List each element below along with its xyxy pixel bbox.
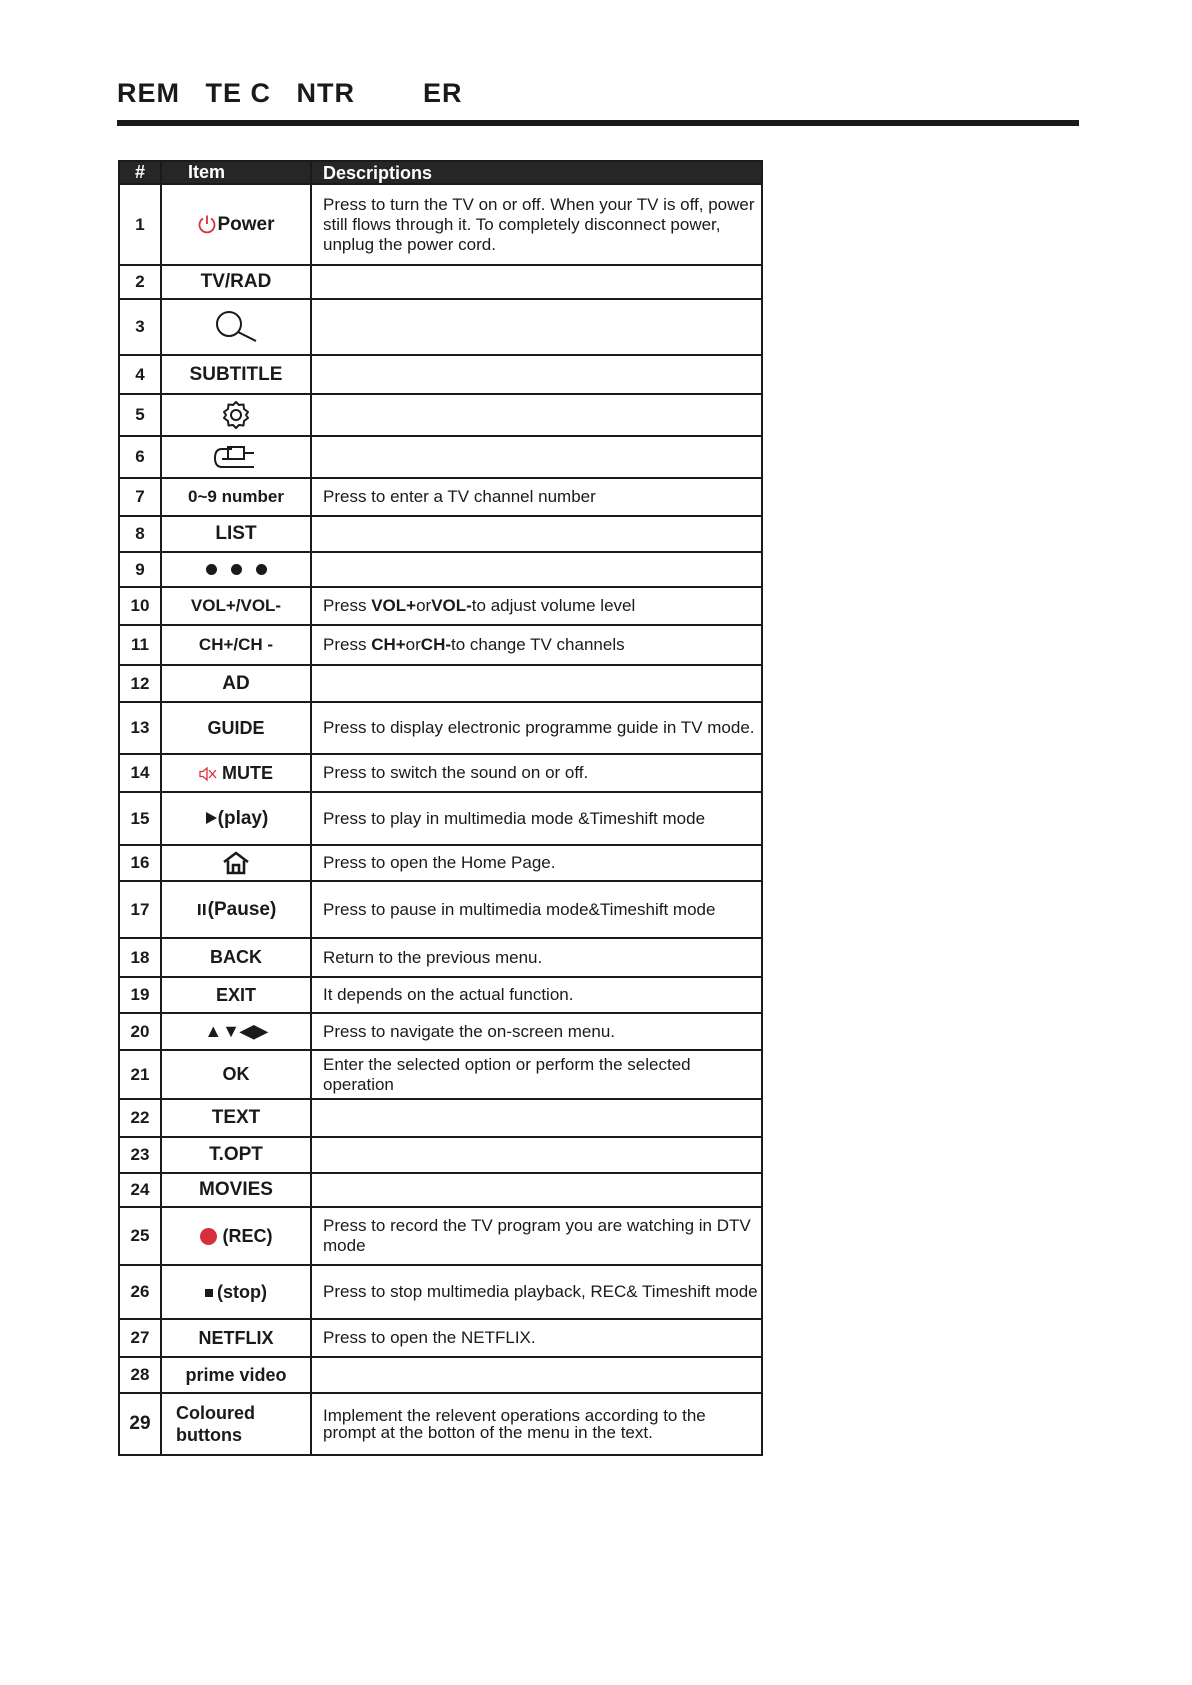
row-num: 17 [119, 881, 161, 938]
row-desc [311, 1099, 762, 1137]
row-num: 13 [119, 702, 161, 754]
table-row [119, 1207, 762, 1265]
table-row [119, 1050, 762, 1099]
gear-icon [220, 399, 252, 431]
row-desc: Implement the relevent operations according to the prompt at the botton of the menu in the text. [311, 1393, 762, 1455]
desc-part: or [405, 635, 421, 654]
heading-rule [117, 120, 1079, 126]
table-row [119, 938, 762, 977]
row-num: 1 [119, 184, 161, 265]
row-item [161, 478, 311, 516]
table-row [119, 1099, 762, 1137]
row-item: MOVIES [161, 1173, 311, 1207]
input-source-icon [212, 443, 260, 471]
row-item [161, 436, 311, 478]
row-desc [311, 265, 762, 299]
table-row [119, 587, 762, 625]
row-item: BACK [161, 938, 311, 977]
arrow-keys-icon: ▲▼◀▶ [161, 1013, 311, 1050]
row-desc: Press to switch the sound on or off. [311, 754, 762, 792]
header-desc: Descriptions [311, 161, 762, 184]
table-row [119, 1319, 762, 1357]
row-desc: Press to navigate the on-screen menu. [311, 1013, 762, 1050]
table-row [119, 977, 762, 1013]
row-num: 15 [119, 792, 161, 845]
row-item: TEXT [161, 1099, 311, 1137]
row-num: 9 [119, 552, 161, 587]
row-num: 19 [119, 977, 161, 1013]
row-desc [311, 625, 762, 665]
table-row [119, 665, 762, 702]
row-item: LIST [161, 516, 311, 552]
row-desc: It depends on the actual function. [311, 977, 762, 1013]
row-num: 29 [119, 1393, 161, 1455]
row-item [161, 881, 311, 938]
row-desc: Press to turn the TV on or off. When your TV is off, power still flows through it. To completely disconnect power, unplug the power cord. [311, 184, 762, 265]
table-row [119, 1393, 762, 1455]
row-item-label: (REC) [222, 1225, 273, 1246]
row-num: 3 [119, 299, 161, 355]
row-item [161, 1207, 311, 1265]
row-desc [311, 355, 762, 394]
desc-part: to adjust volume level [471, 596, 636, 615]
row-num: 24 [119, 1173, 161, 1207]
row-num: 2 [119, 265, 161, 299]
row-item-label: (stop) [217, 1281, 267, 1302]
search-icon [210, 309, 262, 345]
table-row [119, 625, 762, 665]
row-item: OK [161, 1050, 311, 1099]
row-desc: Press to enter a TV channel number [311, 478, 762, 516]
row-desc: Enter the selected option or perform the selected operation [311, 1050, 762, 1099]
row-item: GUIDE [161, 702, 311, 754]
table-row [119, 1265, 762, 1319]
row-item-label: MUTE [222, 762, 273, 783]
row-num: 23 [119, 1137, 161, 1173]
row-desc [311, 1137, 762, 1173]
desc-part: VOL- [431, 596, 472, 615]
three-dots-icon [161, 552, 311, 587]
record-icon [200, 1228, 217, 1245]
power-icon [197, 214, 217, 234]
row-item: SUBTITLE [161, 355, 311, 394]
row-item: T.OPT [161, 1137, 311, 1173]
row-item: EXIT [161, 977, 311, 1013]
row-desc: Press to play in multimedia mode &Timeshift mode [311, 792, 762, 845]
row-num: 8 [119, 516, 161, 552]
row-item [161, 394, 311, 436]
table-row [119, 478, 762, 516]
mute-icon [199, 766, 217, 782]
table-row [119, 754, 762, 792]
table-header-row [119, 161, 762, 184]
row-num: 22 [119, 1099, 161, 1137]
row-desc: Press to record the TV program you are watching in DTV mode [311, 1207, 762, 1265]
table-row [119, 792, 762, 845]
desc-part: Press [323, 596, 372, 615]
header-num: # [119, 161, 161, 184]
row-num: 18 [119, 938, 161, 977]
table-row [119, 299, 762, 355]
row-num: 20 [119, 1013, 161, 1050]
row-num: 5 [119, 394, 161, 436]
row-desc [311, 552, 762, 587]
row-desc [311, 1357, 762, 1393]
row-num: 12 [119, 665, 161, 702]
table-row [119, 702, 762, 754]
row-desc [311, 665, 762, 702]
row-item-label: Power [217, 213, 275, 235]
page-heading: REM TE C NTR ER [117, 78, 463, 108]
remote-control-table [118, 160, 763, 1456]
pause-icon [196, 902, 208, 916]
row-item [161, 1265, 311, 1319]
row-item: Coloured buttons [161, 1393, 311, 1455]
row-num: 28 [119, 1357, 161, 1393]
row-num: 6 [119, 436, 161, 478]
home-icon [222, 851, 250, 875]
row-item: CH+/CH - [161, 625, 311, 665]
row-desc [311, 299, 762, 355]
row-item: prime video [161, 1357, 311, 1393]
row-item: VOL+/VOL- [161, 587, 311, 625]
row-num: 7 [119, 478, 161, 516]
row-num: 25 [119, 1207, 161, 1265]
row-num: 14 [119, 754, 161, 792]
row-desc: Press to open the Home Page. [311, 845, 762, 881]
table-row [119, 355, 762, 394]
row-desc: Press to stop multimedia playback, REC& Timeshift mode [311, 1265, 762, 1319]
table-row [119, 1357, 762, 1393]
row-item-label: (Pause) [207, 898, 277, 920]
row-desc [311, 394, 762, 436]
row-num: 4 [119, 355, 161, 394]
row-item [161, 184, 311, 265]
row-item-label-a: 0~9 [188, 487, 217, 506]
table-row [119, 845, 762, 881]
table-row [119, 436, 762, 478]
row-desc: Press to pause in multimedia mode&Timeshift mode [311, 881, 762, 938]
row-num: 21 [119, 1050, 161, 1099]
row-desc [311, 587, 762, 625]
row-item [161, 754, 311, 792]
row-num: 16 [119, 845, 161, 881]
row-item-label: (play) [217, 807, 269, 829]
row-item [161, 792, 311, 845]
row-item-label: number [221, 487, 284, 506]
desc-part: or [416, 596, 432, 615]
row-item: NETFLIX [161, 1319, 311, 1357]
row-num: 10 [119, 587, 161, 625]
row-desc [311, 436, 762, 478]
row-desc: Return to the previous menu. [311, 938, 762, 977]
row-desc: Press to open the NETFLIX. [311, 1319, 762, 1357]
row-desc [311, 516, 762, 552]
table-row [119, 394, 762, 436]
table-row [119, 265, 762, 299]
row-item: TV/RAD [161, 265, 311, 299]
desc-part: CH+ [371, 635, 406, 654]
table-row [119, 1013, 762, 1050]
play-icon [204, 811, 218, 825]
desc-part: to change TV channels [451, 635, 625, 654]
row-num: 26 [119, 1265, 161, 1319]
table-row [119, 881, 762, 938]
row-num: 11 [119, 625, 161, 665]
table-row [119, 1173, 762, 1207]
table-row [119, 516, 762, 552]
stop-icon [205, 1289, 213, 1297]
desc-part: Press [323, 635, 372, 654]
header-item: Item [161, 161, 311, 184]
table-row [119, 184, 762, 265]
row-item [161, 299, 311, 355]
row-item [161, 845, 311, 881]
row-item: AD [161, 665, 311, 702]
desc-part: CH- [420, 635, 452, 654]
row-desc [311, 1173, 762, 1207]
table-row [119, 1137, 762, 1173]
table-row [119, 552, 762, 587]
desc-part: VOL+ [371, 596, 417, 615]
row-num: 27 [119, 1319, 161, 1357]
row-desc: Press to display electronic programme guide in TV mode. [311, 702, 762, 754]
